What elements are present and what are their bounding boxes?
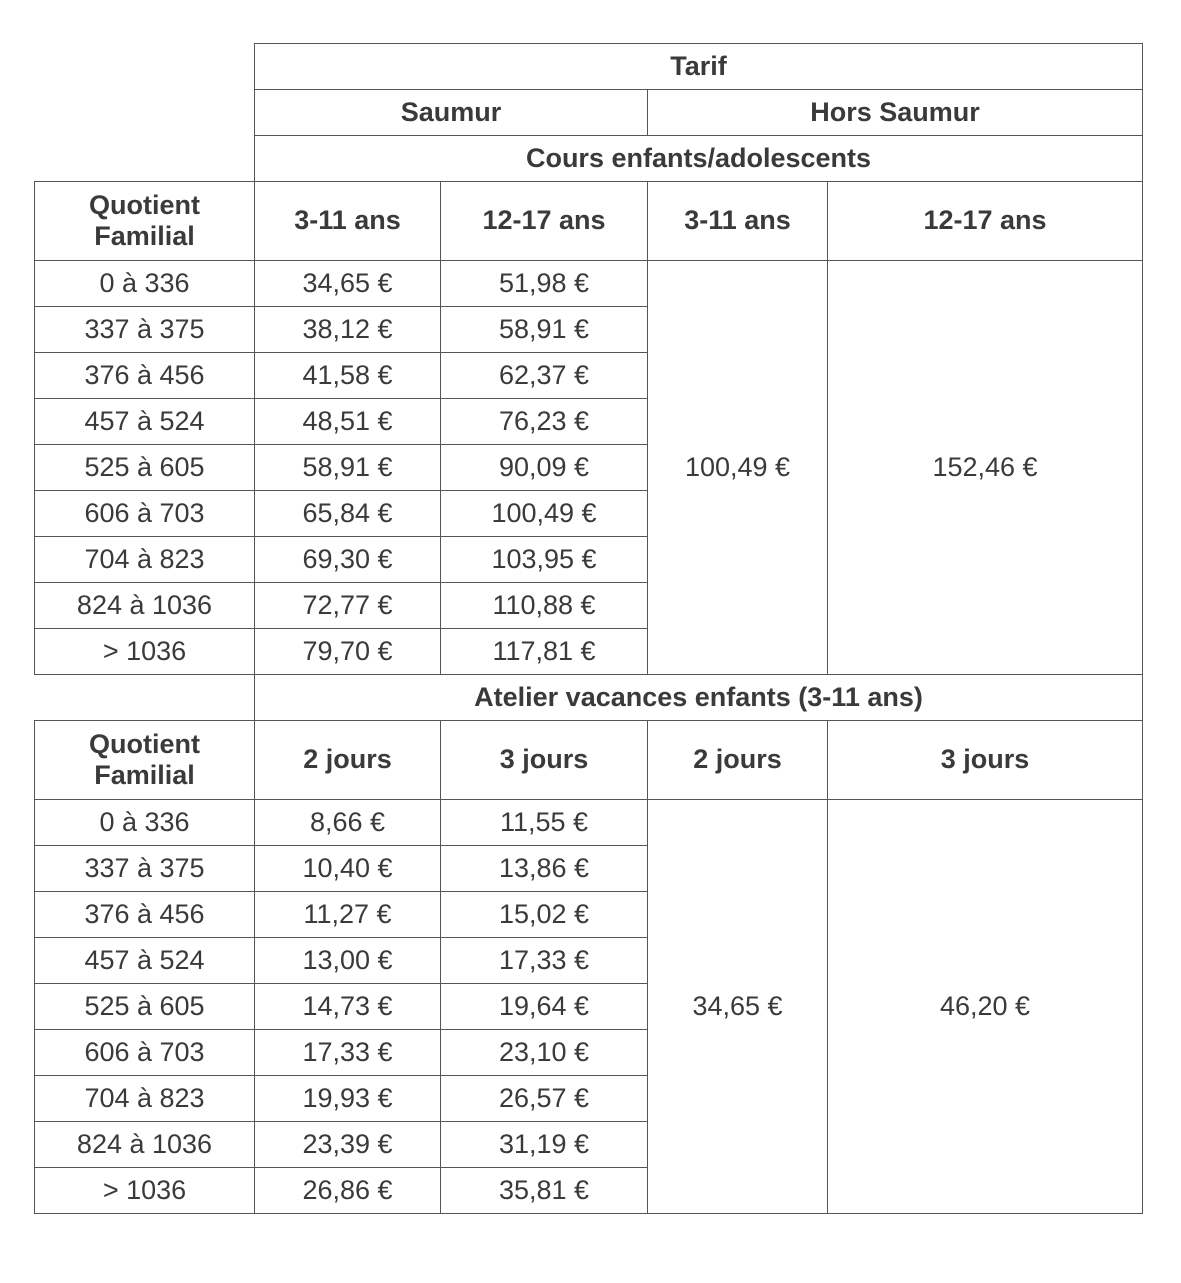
empty-corner-cell <box>35 675 255 721</box>
price-cell: 38,12 € <box>255 307 441 353</box>
price-cell: 65,84 € <box>255 491 441 537</box>
price-cell: 17,33 € <box>255 1030 441 1076</box>
price-cell: 14,73 € <box>255 984 441 1030</box>
price-cell: 35,81 € <box>441 1168 648 1214</box>
price-cell: 11,55 € <box>441 800 648 846</box>
quotient-label: Quotient <box>89 189 200 220</box>
familial-label: Familial <box>94 760 195 790</box>
price-cell: 13,86 € <box>441 846 648 892</box>
hors-saumur-price-cell: 100,49 € <box>648 261 828 675</box>
price-cell: 10,40 € <box>255 846 441 892</box>
empty-corner-cell <box>35 44 255 90</box>
saumur-header: Saumur <box>255 90 648 136</box>
hors-saumur-price-cell: 46,20 € <box>828 800 1143 1214</box>
price-cell: 76,23 € <box>441 399 648 445</box>
column-header-row-cours <box>35 182 1143 261</box>
quotient-cell: 606 à 703 <box>35 1030 255 1076</box>
quotient-cell: 457 à 524 <box>35 938 255 984</box>
column-header-row-atelier <box>35 721 1143 800</box>
quotient-cell: 376 à 456 <box>35 353 255 399</box>
tarif-table-container <box>34 43 1142 1214</box>
price-cell: 13,00 € <box>255 938 441 984</box>
price-cell: 17,33 € <box>441 938 648 984</box>
empty-corner-cell <box>35 90 255 136</box>
price-cell: 103,95 € <box>441 537 648 583</box>
familial-label: Familial <box>94 221 195 251</box>
price-cell: 41,58 € <box>255 353 441 399</box>
tarif-table <box>34 43 1143 1214</box>
price-cell: 26,57 € <box>441 1076 648 1122</box>
quotient-cell: 0 à 336 <box>35 800 255 846</box>
price-cell: 11,27 € <box>255 892 441 938</box>
quotient-cell: 457 à 524 <box>35 399 255 445</box>
column-header: 3-11 ans <box>648 182 828 261</box>
quotient-cell: 0 à 336 <box>35 261 255 307</box>
price-cell: 100,49 € <box>441 491 648 537</box>
column-header: 12-17 ans <box>441 182 648 261</box>
quotient-cell: 824 à 1036 <box>35 583 255 629</box>
price-cell: 19,93 € <box>255 1076 441 1122</box>
table-row <box>35 261 1143 307</box>
price-cell: 31,19 € <box>441 1122 648 1168</box>
section-row-cours <box>35 136 1143 182</box>
quotient-cell: > 1036 <box>35 1168 255 1214</box>
quotient-cell: > 1036 <box>35 629 255 675</box>
price-cell: 23,10 € <box>441 1030 648 1076</box>
price-cell: 48,51 € <box>255 399 441 445</box>
column-header: 2 jours <box>648 721 828 800</box>
quotient-cell: 376 à 456 <box>35 892 255 938</box>
atelier-section-title: Atelier vacances enfants (3-11 ans) <box>255 675 1143 721</box>
quotient-label: Quotient <box>89 728 200 759</box>
quotient-cell: 337 à 375 <box>35 846 255 892</box>
column-header: 12-17 ans <box>828 182 1143 261</box>
price-cell: 58,91 € <box>441 307 648 353</box>
header-row-location <box>35 90 1143 136</box>
price-cell: 62,37 € <box>441 353 648 399</box>
price-cell: 19,64 € <box>441 984 648 1030</box>
price-cell: 110,88 € <box>441 583 648 629</box>
header-row-tarif <box>35 44 1143 90</box>
quotient-cell: 824 à 1036 <box>35 1122 255 1168</box>
price-cell: 69,30 € <box>255 537 441 583</box>
quotient-familial-header <box>35 182 255 261</box>
price-cell: 26,86 € <box>255 1168 441 1214</box>
section-row-atelier <box>35 675 1143 721</box>
table-row <box>35 800 1143 846</box>
price-cell: 58,91 € <box>255 445 441 491</box>
tarif-header: Tarif <box>255 44 1143 90</box>
quotient-cell: 704 à 823 <box>35 537 255 583</box>
column-header: 3 jours <box>828 721 1143 800</box>
quotient-cell: 525 à 605 <box>35 445 255 491</box>
quotient-cell: 525 à 605 <box>35 984 255 1030</box>
column-header: 3-11 ans <box>255 182 441 261</box>
price-cell: 8,66 € <box>255 800 441 846</box>
quotient-cell: 337 à 375 <box>35 307 255 353</box>
price-cell: 34,65 € <box>255 261 441 307</box>
column-header: 3 jours <box>441 721 648 800</box>
quotient-cell: 704 à 823 <box>35 1076 255 1122</box>
price-cell: 15,02 € <box>441 892 648 938</box>
price-cell: 79,70 € <box>255 629 441 675</box>
tarif-table-body <box>35 44 1143 1214</box>
hors-saumur-header: Hors Saumur <box>648 90 1143 136</box>
quotient-familial-header <box>35 721 255 800</box>
price-cell: 23,39 € <box>255 1122 441 1168</box>
price-cell: 90,09 € <box>441 445 648 491</box>
cours-section-title: Cours enfants/adolescents <box>255 136 1143 182</box>
hors-saumur-price-cell: 152,46 € <box>828 261 1143 675</box>
price-cell: 117,81 € <box>441 629 648 675</box>
hors-saumur-price-cell: 34,65 € <box>648 800 828 1214</box>
quotient-cell: 606 à 703 <box>35 491 255 537</box>
price-cell: 72,77 € <box>255 583 441 629</box>
empty-corner-cell <box>35 136 255 182</box>
price-cell: 51,98 € <box>441 261 648 307</box>
column-header: 2 jours <box>255 721 441 800</box>
